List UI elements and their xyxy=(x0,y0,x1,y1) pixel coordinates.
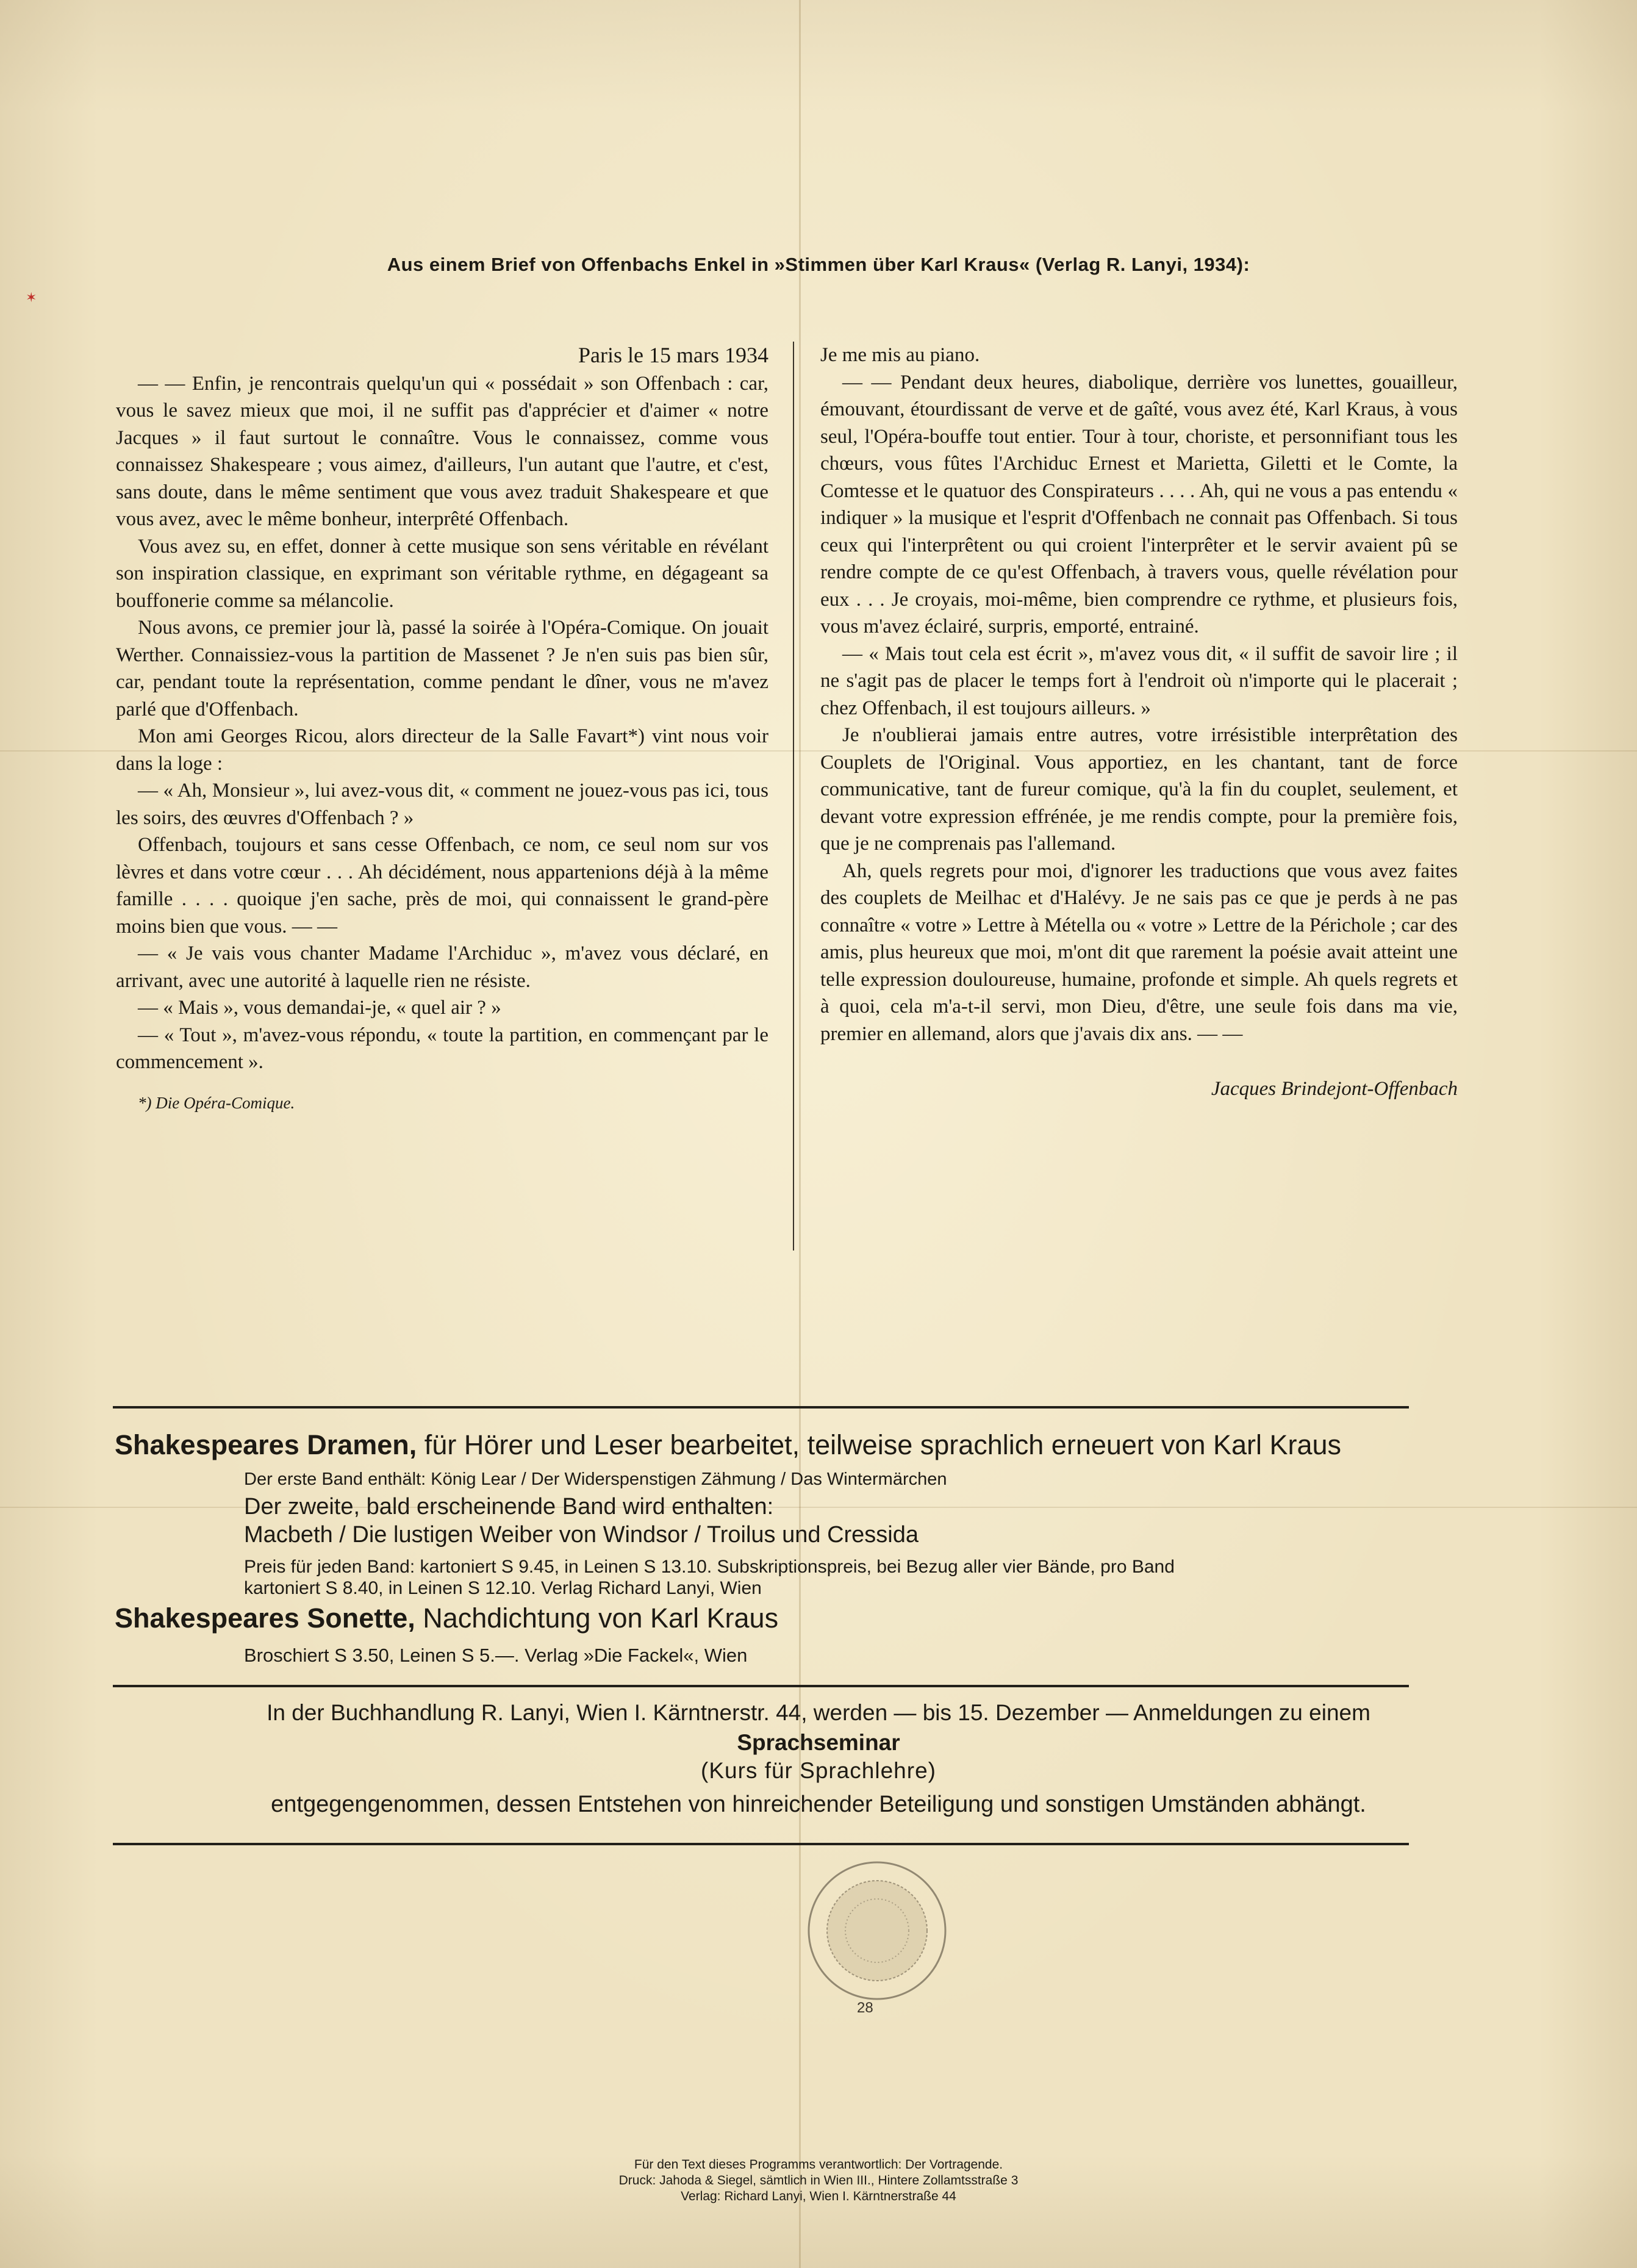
sonette-price-line: Broschiert S 3.50, Leinen S 5.—. Verlag »Die Fackel«, Wien xyxy=(244,1645,748,1666)
book-price-line: Preis für jeden Band: kartoniert S 9.45, in Leinen S 13.10. Subskriptionspreis, bei Bezug aller vier Bände, pro Band xyxy=(244,1557,1175,1577)
book-title-rest: Nachdichtung von Karl Kraus xyxy=(415,1602,779,1634)
paragraph: Nous avons, ce premier jour là, passé la soirée à l'Opéra-Comique. On jouait Werther. Connaissiez-vous la partition de Massenet ? Je n'en suis pas bien sûr, car, pendant toute la représentation, comme pendant le dîner, vous ne m'avez parlé que d'Offenbach. xyxy=(116,617,768,720)
letter-signature: Jacques Brindejont-Offenbach xyxy=(1211,1078,1458,1100)
book-title-sonette xyxy=(115,1602,778,1634)
paragraph: Mon ami Georges Ricou, alors directeur de la Salle Favart*) vint nous voir dans la loge : xyxy=(116,725,768,775)
announcement-line: entgegengenommen, dessen Entstehen von hinreichender Beteiligung und sonstigen Umständen abhängt. xyxy=(271,1792,1366,1817)
book-volume-2-intro: Der zweite, bald erscheinende Band wird enthalten: xyxy=(244,1494,774,1520)
letter-column-left xyxy=(116,342,768,1116)
paragraph: — — Pendant deux heures, diabolique, derrière vos lunettes, gouailleur, émouvant, étourdissant de verve et de gaîté, vous avez été, Karl Kraus, à vous seul, l'Opéra-bouffe tout entier. Tour à tour, choriste, et personnifiant tous les chœurs, vous fûtes l'Archiduc Ernest et Marietta, Giletti et le Comte, la Comtesse et le quatuor des Conspirateurs . . . . Ah, qui ne vous a pas entendu « indiquer » la musique et l'esprit d'Offenbach ne connait pas Offenbach. Si tous ceux qui l'interprêtent ou qui croient l'interprêter et le servir avaient pû se rendre compte de ce qu'est Offenbach, à travers vous, quelle révélation pour eux . . . Je croyais, moi-même, bien comprendre ce rythme, et plusieurs fois, vous m'avez éclairé, surpris, emporté, entrainé. xyxy=(820,371,1458,637)
book-title-dramen xyxy=(115,1429,1341,1461)
divider-rule xyxy=(113,1843,1409,1845)
stamp-year: 28 xyxy=(857,2000,873,2016)
imprint-line: Druck: Jahoda & Siegel, sämtlich in Wien III., Hintere Zollamtsstraße 3 xyxy=(618,2173,1019,2187)
paragraph: Vous avez su, en effet, donner à cette musique son sens véritable en révélant son inspiration classique, en exprimant son véritable rythme, en dégageant sa bouffonerie comme sa mélancolie. xyxy=(116,535,768,612)
paragraph: — « Ah, Monsieur », lui avez-vous dit, « comment ne jouez-vous pas ici, tous les soirs, des œuvres d'Offenbach ? » xyxy=(116,780,768,829)
paragraph: — — Enfin, je rencontrais quelqu'un qui « possédait » son Offenbach : car, vous le savez mieux que moi, il ne suffit pas d'apprécier et d'aimer « notre Jacques » il faut surtout le connaître. Vous le connaissez, comme vous connaissez Shakespeare ; vous aimez, d'ailleurs, l'un autant que l'autre, et c'est, sans doute, dans le même sentiment que vous avez traduit Shakespeare et que vous avez, avec le même bonheur, interprêté Offenbach. xyxy=(116,372,768,530)
paragraph: — « Mais », vous demandai-je, « quel air ? » xyxy=(138,997,501,1019)
paragraph: Ah, quels regrets pour moi, d'ignorer les traductions que vous avez faites des couplets de Meilhac et d'Halévy. Je ne sais pas ce que je perds à ne pas connaître « votre » Lettre à Métella ou « votre » Lettre de la Périchole ; car des amis, plus heureux que moi, m'ont dit que rarement la poésie avait atteint une telle expression douloureuse, humaine, profonde et simple. Ah quels regrets et à quoi, cela m'a-t-il servi, mon Dieu, d'être, une seule fois dans ma vie, premier en allemand, alors que j'avais dix ans. — — xyxy=(820,859,1458,1045)
book-title-rest: für Hörer und Leser bearbeitet, teilweise sprachlich erneuert von Karl Kraus xyxy=(417,1429,1342,1460)
imprint-line: Für den Text dieses Programms verantwortlich: Der Vortragende. xyxy=(634,2158,1003,2172)
paragraph: Je me mis au piano. xyxy=(820,344,980,366)
column-divider xyxy=(793,342,794,1251)
announcement-line: In der Buchhandlung R. Lanyi, Wien I. Kärntnerstr. 44, werden — bis 15. Dezember — Anmeldungen zu einem xyxy=(267,1700,1370,1725)
announcement-subtitle: (Kurs für Sprachlehre) xyxy=(701,1758,936,1783)
book-volume-2-titles: Macbeth / Die lustigen Weiber von Windsor / Troilus und Cressida xyxy=(244,1522,919,1548)
imprint-line: Verlag: Richard Lanyi, Wien I. Kärntnerstraße 44 xyxy=(681,2189,956,2203)
letter-dateline: Paris le 15 mars 1934 xyxy=(578,343,768,367)
paragraph: Offenbach, toujours et sans cesse Offenbach, ce nom, ce seul nom sur vos lèvres et dans votre cœur . . . Ah décidément, nous appartenions déjà à la même famille . . . . quoique j'en sache, près de moi, qui connaissent le grand-père moins bien que vous. — — xyxy=(116,834,768,938)
book-title-bold: Shakespeares Dramen, xyxy=(115,1429,417,1460)
letter-column-right xyxy=(820,342,1458,1103)
footnote: *) Die Opéra-Comique. xyxy=(138,1093,295,1112)
paragraph: — « Tout », m'avez-vous répondu, « toute la partition, en commençant par le commencement ». xyxy=(116,1024,768,1073)
book-price-line: kartoniert S 8.40, in Leinen S 12.10. Verlag Richard Lanyi, Wien xyxy=(244,1578,762,1598)
postal-stamp-icon xyxy=(804,1857,950,2004)
announcement-title: Sprachseminar xyxy=(737,1730,900,1755)
paragraph: — « Je vais vous chanter Madame l'Archiduc », m'avez vous déclaré, en arrivant, avec une autorité à laquelle rien ne résiste. xyxy=(116,942,768,992)
letter-heading: Aus einem Brief von Offenbachs Enkel in »Stimmen über Karl Kraus« (Verlag R. Lanyi, 1934): xyxy=(387,254,1250,275)
paragraph: Je n'oublierai jamais entre autres, votre irrésistible interprêtation des Couplets de l'Original. Vous apportiez, en les chantant, tant de force communicative, tant de fureur comique, qu'à la fin du couplet, seulement, et devant votre expression effrénée, je me rendis compte, pour la première fois, que je ne comprenais pas l'allemand. xyxy=(820,724,1458,855)
book-volume-1: Der erste Band enthält: König Lear / Der Widerspenstigen Zähmung / Das Wintermärchen xyxy=(244,1470,947,1489)
divider-rule xyxy=(113,1685,1409,1687)
paragraph: — « Mais tout cela est écrit », m'avez vous dit, « il suffit de savoir lire ; il ne s'agit pas de placer le temps fort à l'endroit où n'importe qui le placerait ; chez Offenbach, il est toujours ailleurs. » xyxy=(820,642,1458,719)
divider-rule xyxy=(113,1406,1409,1409)
fold-crease-vertical xyxy=(799,0,801,2268)
book-title-bold: Shakespeares Sonette, xyxy=(115,1602,415,1634)
ink-spot-icon xyxy=(26,290,32,296)
